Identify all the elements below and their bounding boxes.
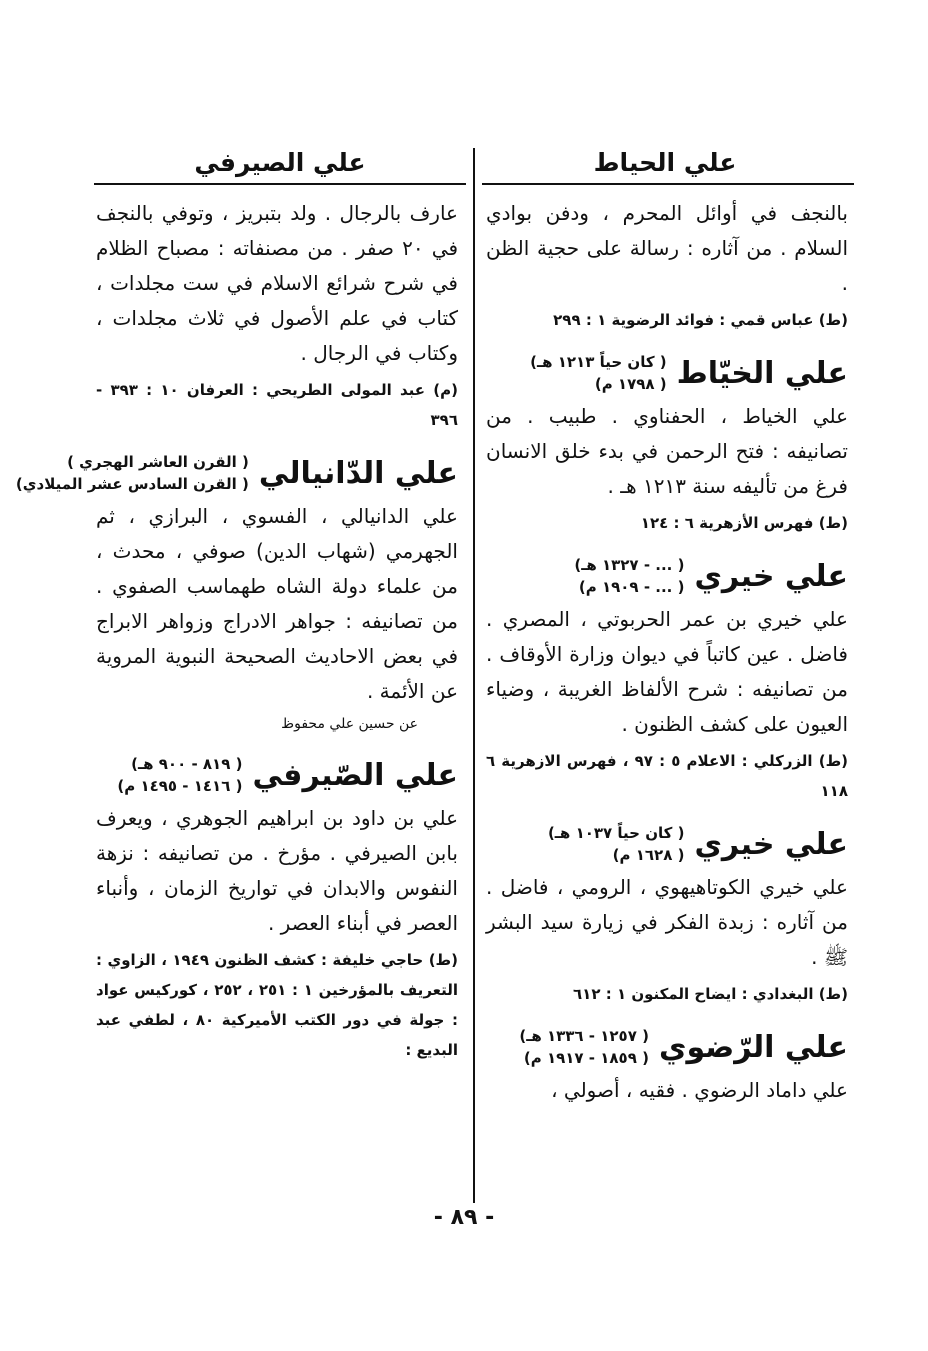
entry-text: علي خيري بن عمر الحربوتي ، المصري . فاضل . عين كاتباً في ديوان وزارة الأوقاف . من تصانيفه : شرح الألفاظ الغريبة ، وضياء العيون على كشف الظنون . <box>486 607 848 736</box>
entry-dates <box>16 451 249 495</box>
entry-heading <box>15 451 458 495</box>
entry-name: علي خيري <box>694 826 848 862</box>
entry-text: علي الخياط ، الحفناوي . طبيب . من تصانيفه : فتح الرحمن في بدء خلق الانسان فرغ من تأليفه سنة ١٢١٣ هـ . <box>486 404 848 498</box>
entry-heading <box>486 822 848 866</box>
entry-note: عن حسين علي محفوظ <box>281 716 418 732</box>
entry-source: (ط) الزركلي : الاعلام ٥ : ٩٧ ، فهرس الازهرية ٦ ١١٨ <box>486 752 848 800</box>
entry-name: علي الخيّاط <box>676 355 848 391</box>
hijri-century: ( القرن العاشر الهجري ) <box>67 453 249 471</box>
entry-name: علي الدّانيالي <box>258 455 458 491</box>
hijri-date: ( ... - ١٣٢٧ هـ) <box>574 556 685 574</box>
gregorian-date: ( ١٨٥٩ - ١٩١٧ م) <box>523 1049 649 1067</box>
entry-text: علي داماد الرضوي . فقيه ، أصولي ، <box>551 1078 848 1102</box>
gregorian-date: ( ١٦٢٨ م) <box>612 846 685 864</box>
column-divider <box>473 148 475 1203</box>
right-column-header: علي الحياط <box>593 148 737 177</box>
entry-text: علي الدانيالي ، الفسوي ، البرازي ، ثم الجهرمي (شهاب الدين) صوفي ، محدث ، من علماء دولة الشاه طهماسب الصفوي . من تصانيفه : جواهر الادراج وزواهر الابراج في بعض الاحاديث الصحيحة النبوية المروية عن الأئمة . <box>96 504 458 703</box>
gregorian-date: ( ١٧٩٨ م) <box>594 375 667 393</box>
page-number: - ٨٩ - <box>433 1205 495 1230</box>
continued-entry-text: عارف بالرجال . ولد بتبريز ، وتوفي بالنجف في ٢٠ صفر . من مصنفاته : مصباح الظلام في شرح شرائع الاسلام في ست مجلدات ، كتاب في علم الأصول في ثلاث مجلدات ، وكتاب في الرجال . <box>96 201 459 365</box>
right-header-rule <box>482 183 854 185</box>
entry-name: علي الرّضوي <box>658 1029 848 1065</box>
entry-text: علي خيري الكوتاهيهوي ، الرومي ، فاضل . من آثاره : زبدة الفكر في زيارة سيد البشر ﷺ . <box>486 875 848 969</box>
continued-entry-source: (م) عبد المولى الطريحي : العرفان ١٠ : ٣٩٣ - ٣٩٦ <box>96 381 458 429</box>
gregorian-date: ( ١٤١٦ - ١٤٩٥ م) <box>117 777 243 795</box>
entry-dates <box>530 351 666 395</box>
entry-heading <box>486 351 848 395</box>
hijri-date: ( ٨١٩ - ٩٠٠ هـ) <box>131 755 243 773</box>
continued-entry-text: بالنجف في أوائل المحرم ، ودفن بوادي السلام . من آثاره : رسالة على حجية الظن . <box>486 201 848 295</box>
hijri-date: ( ١٢٥٧ - ١٣٣٦ هـ) <box>519 1027 649 1045</box>
entry-dates <box>548 822 684 866</box>
entry-source: (ط) البغدادي : ايضاح المكنون ١ : ٦١٢ <box>573 985 848 1003</box>
continued-entry-source: (ط) عباس قمي : فوائد الرضوية ١ : ٢٩٩ <box>553 311 848 329</box>
entry-heading <box>486 554 848 598</box>
entry-dates <box>574 554 684 598</box>
gregorian-century: ( القرن السادس عشر الميلادي) <box>15 475 249 493</box>
entry-name: علي خيري <box>694 558 848 594</box>
left-column-header: علي الصيرفي <box>194 148 366 177</box>
left-header-rule <box>94 183 466 185</box>
hijri-date: ( كان حياً ١٠٣٧ هـ) <box>547 824 685 842</box>
entry-dates <box>117 753 242 797</box>
entry-source: (ط) فهرس الأزهرية ٦ : ١٢٤ <box>640 514 848 532</box>
entry-heading <box>486 1025 848 1069</box>
left-column <box>15 196 459 1065</box>
entry-dates <box>519 1025 649 1069</box>
entry-text: علي بن داود بن ابراهيم الجوهري ، ويعرف بابن الصيرفي . مؤرخ . من تصانيفه : نزهة النفوس والابدان في تواريخ الزمان ، وأنباء العصر في أبناء العصر . <box>96 806 458 935</box>
entry-heading <box>96 753 458 797</box>
entry-name: علي الصّيرفي <box>252 757 458 793</box>
hijri-date: ( كان حياً ١٢١٣ هـ) <box>530 353 667 371</box>
right-column <box>486 196 848 1108</box>
entry-source: (ط) حاجي خليفة : كشف الظنون ١٩٤٩ ، الزاوي : التعريف بالمؤرخين ١ : ٢٥١ ، ٢٥٢ ، كوركيس عواد : جولة في دور الكتب الأميركية ٨٠ ، لطفي عبد البديع : <box>96 951 459 1059</box>
gregorian-date: ( ... - ١٩٠٩ م) <box>578 578 685 596</box>
